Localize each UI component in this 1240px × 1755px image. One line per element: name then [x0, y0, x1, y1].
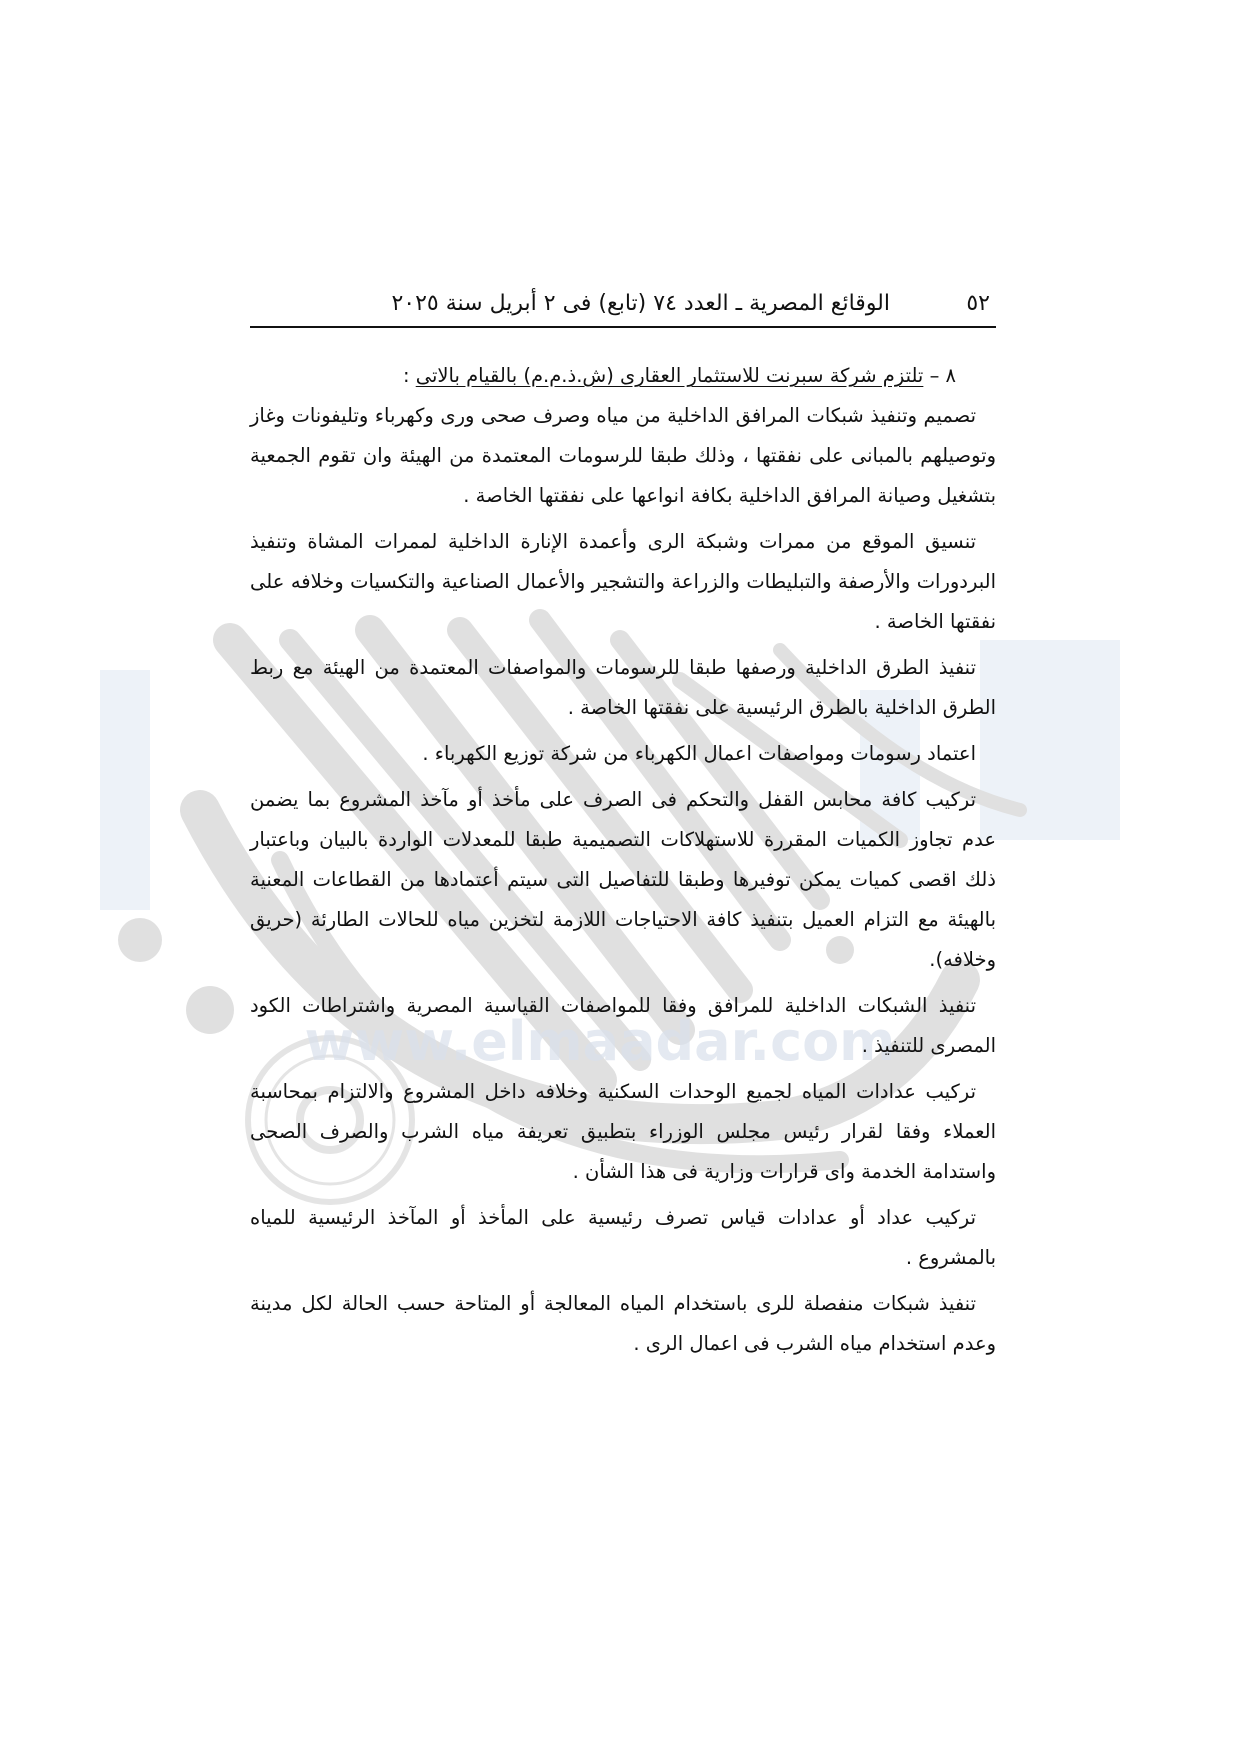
gazette-page — [250, 280, 996, 1364]
watermark-url: www.elmaadar.com — [304, 1010, 896, 1073]
paragraph: تركيب عداد أو عدادات قياس تصرف رئيسية على المأخذ أو المآخذ الرئيسية للمياه بالمشروع . — [250, 1206, 996, 1269]
paragraph: تركيب كافة محابس القفل والتحكم فى الصرف على مأخذ أو مآخذ المشروع بما يضمن عدم تجاوز الكميات المقررة للاستهلاكات التصميمية طبقا للمعدلات الواردة بالبيان وباعتبار ذلك اقصى كميات يمكن توفيرها وطبقا للتفاصيل التى سيتم أعتمادها من القطاعات المعنية بالهيئة مع التزام العميل بتنفيذ كافة الاحتياجات اللازمة لتخزين مياه للحالات الطارئة (حريق وخلافه). — [250, 788, 996, 971]
paragraph: تنفيذ الطرق الداخلية ورصفها طبقا للرسومات والمواصفات المعتمدة من الهيئة مع ربط الطرق الداخلية بالطرق الرئيسية على نفقتها الخاصة . — [250, 656, 996, 719]
paragraph: تنسيق الموقع من ممرات وشبكة الرى وأعمدة الإنارة الداخلية لممرات المشاة وتنفيذ البردورات والأرصفة والتبليطات والزراعة والتشجير والأعمال الصناعية والتكسيات وخلافه على نفقتها الخاصة . — [250, 530, 996, 633]
clause-colon: : — [402, 364, 410, 387]
paragraph: اعتماد رسومات ومواصفات اعمال الكهرباء من شركة توزيع الكهرباء . — [422, 742, 976, 765]
page-header — [250, 280, 996, 328]
paragraph: تصميم وتنفيذ شبكات المرافق الداخلية من مياه وصرف صحى ورى وكهرباء وتليفونات وغاز وتوصيلهم بالمبانى على نفقتها ، وذلك طبقا للرسومات المعتمدة من الهيئة وان تقوم الجمعية بتشغيل وصيانة المرافق الداخلية بكافة انواعها على نفقتها الخاصة . — [250, 404, 996, 507]
clause-title: تلتزم شركة سبرنت للاستثمار العقارى (ش.ذ.م.م) بالقيام بالاتى — [415, 364, 924, 387]
paragraph: تنفيذ الشبكات الداخلية للمرافق وفقا للمواصفات القياسية المصرية واشتراطات الكود المصرى للتنفيذ . — [250, 994, 996, 1057]
page-number: ٥٢ — [966, 290, 990, 316]
clause-number: ٨ – — [929, 364, 956, 387]
paragraph: تنفيذ شبكات منفصلة للرى باستخدام المياه المعالجة أو المتاحة حسب الحالة لكل مدينة وعدم استخدام مياه الشرب فى اعمال الرى . — [250, 1292, 996, 1355]
running-title: الوقائع المصرية ـ العدد ٧٤ (تابع) فى ٢ أبريل سنة ٢٠٢٥ — [391, 290, 890, 316]
document-body — [250, 356, 996, 1364]
clause-heading — [250, 356, 996, 396]
paragraph: تركيب عدادات المياه لجميع الوحدات السكنية وخلافه داخل المشروع والالتزام بمحاسبة العملاء وفقا لقرار رئيس مجلس الوزراء بتطبيق تعريفة مياه الشرب والصرف الصحى واستدامة الخدمة واى قرارات وزارية فى هذا الشأن . — [250, 1080, 996, 1183]
